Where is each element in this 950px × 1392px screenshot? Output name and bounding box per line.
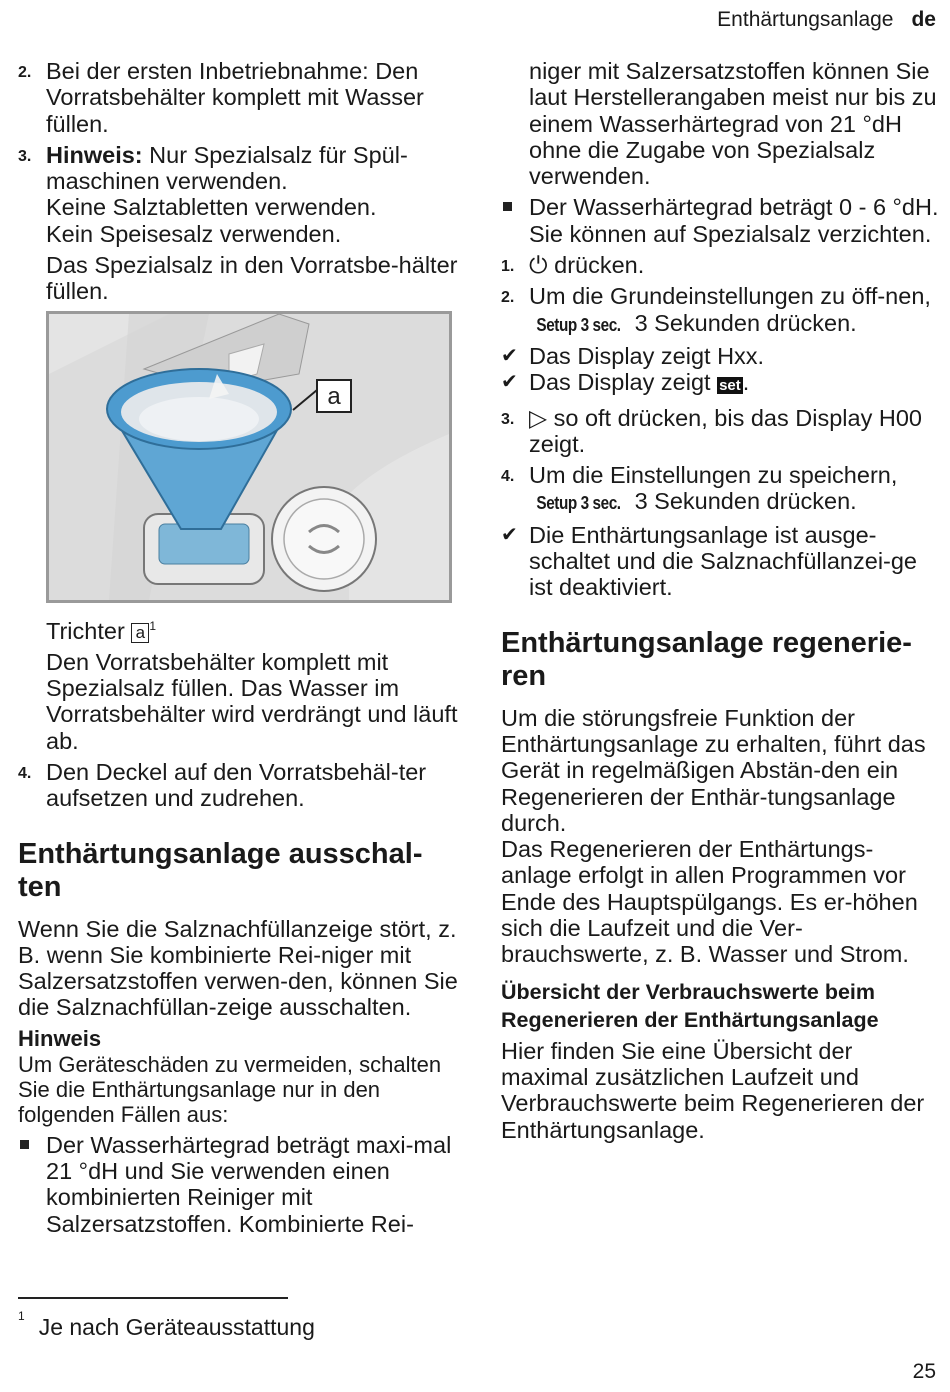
consumption-paragraph: Hier finden Sie eine Übersicht der maximal zusätzlichen Laufzeit und Verbrauchswerte beim Regenerieren der Enthärtungsanlage.	[501, 1037, 925, 1143]
step-number: 3.	[501, 410, 515, 428]
bullet-item-1	[18, 1132, 458, 1237]
bullet-1-continued: niger mit Salzersatzstoffen können Sie laut Herstellerangaben meist nur bis zu einem Wasserhärtegrad von 21 °dH ohne die Zugabe von Spezialsalz verwenden.	[529, 58, 937, 190]
page-number: 25	[912, 1360, 936, 1383]
result-2	[501, 369, 941, 399]
bullet-text: Der Wasserhärtegrad beträgt 0 - 6 °dH. Sie können auf Spezialsalz verzichten.	[529, 194, 939, 247]
step-number: 2.	[501, 289, 515, 307]
check-icon: ✔	[501, 523, 518, 546]
figure-caption	[18, 613, 458, 644]
caption-box-a: a	[131, 623, 149, 643]
check-icon: ✔	[501, 371, 518, 394]
funnel-illustration	[46, 311, 452, 603]
step-1	[501, 252, 941, 278]
section-heading-ausschalten: Enthärtungsanlage ausschal-ten	[18, 837, 423, 903]
footnote-divider	[18, 1297, 288, 1299]
step-text: drücken.	[547, 252, 645, 279]
setup-key-label: Setup 3 sec.	[536, 314, 621, 335]
language-code: de	[911, 8, 936, 31]
result-3	[501, 522, 941, 601]
section-heading-regenerieren: Enthärtungsanlage regenerie-ren	[501, 626, 912, 692]
step-3	[501, 405, 941, 458]
note-heading: Hinweis	[18, 1025, 102, 1051]
step-number: 2.	[18, 64, 32, 81]
result-text-post: .	[742, 369, 750, 396]
footnote-ref: 1	[149, 618, 156, 633]
footnote	[18, 1309, 315, 1341]
left-column	[18, 58, 458, 1242]
power-icon: ⏻	[529, 252, 548, 279]
subheading-consumption: Übersicht der Verbrauchswerte beim Regenerieren der Enthärtungsanlage	[501, 979, 879, 1032]
caption-text: Trichter	[46, 617, 125, 644]
fill-instruction: Das Spezialsalz in den Vorratsbe-hälter füllen.	[46, 252, 458, 305]
step-text-line3: Kein Speisesalz verwenden.	[46, 220, 342, 247]
display-set-symbol: set	[719, 377, 741, 395]
result-1	[501, 343, 941, 369]
funnel-image	[49, 314, 449, 600]
step-2	[501, 283, 941, 338]
result-text: Das Display zeigt Hxx.	[529, 342, 765, 369]
step-4	[18, 759, 458, 812]
setup-key-label: Setup 3 sec.	[536, 493, 621, 514]
result-text: Das Display zeigt	[529, 369, 718, 396]
step-text: Um die Grundeinstellungen zu öff-nen,	[529, 283, 931, 310]
step-text: so oft drücken, bis das Display H00 zeigt.	[529, 404, 922, 457]
regen-paragraph-2: Das Regenerieren der Enthärtungs-anlage erfolgt in allen Programmen vor Ende des Hauptspülgangs. Es er-höhen sich die Laufzeit und die Ver-brauchswerte, z. B. Wasser und Strom.	[501, 836, 918, 968]
bullet-item-2	[501, 194, 941, 247]
right-column	[501, 58, 941, 1148]
footnote-text: Je nach Geräteausstattung	[38, 1314, 315, 1340]
step-text-post: 3 Sekunden drücken.	[628, 309, 857, 336]
step-text-line2: Keine Salztabletten verwenden.	[46, 194, 377, 221]
note-text: Um Geräteschäden zu vermeiden, schalten Sie die Enthärtungsanlage nur in den folgenden Fällen aus:	[18, 1051, 442, 1127]
step-2	[18, 58, 458, 137]
step-text: Bei der ersten Inbetriebnahme: Den Vorratsbehälter komplett mit Wasser füllen.	[46, 58, 424, 137]
bullet-square-icon	[20, 1140, 29, 1149]
regen-paragraph-1: Um die störungsfreie Funktion der Enthärtungsanlage zu erhalten, führt das Gerät in regelmäßigen Abstän-den ein Regenerieren der Enthär-tungsanlage durch.	[501, 704, 926, 836]
check-icon: ✔	[501, 344, 518, 367]
step-text: Nur Spezialsalz für Spül-maschinen verwenden.	[46, 141, 408, 195]
bullet-text: Der Wasserhärtegrad beträgt maxi-mal 21 °dH und Sie verwenden einen kombinierten Reiniger mit Salzersatzstoffen. Kombinierte Rei-	[46, 1131, 452, 1237]
step-text: Um die Einstellungen zu speichern,	[529, 462, 898, 489]
step-number: 1.	[501, 258, 515, 276]
bullet-square-icon	[503, 202, 512, 211]
header-title: Enthärtungsanlage	[717, 8, 894, 31]
step-text: Den Deckel auf den Vorratsbehäl-ter aufsetzen und zudrehen.	[46, 758, 427, 812]
note-label: Hinweis:	[46, 141, 143, 168]
intro-paragraph: Wenn Sie die Salznachfüllanzeige stört, z. B. wenn Sie kombinierte Rei-niger mit Salzersatzstoffen verwen-den, können Sie die Salznachfüllan-zeige ausschalten.	[18, 915, 458, 1021]
step-number: 4.	[18, 764, 32, 782]
forward-arrow-icon: ▷	[529, 404, 548, 431]
step-number: 4.	[501, 468, 515, 486]
figure-label-a: a	[327, 382, 341, 410]
result-text: Die Enthärtungsanlage ist ausge-schaltet und die Salznachfüllanzei-ge ist deaktiviert.	[529, 521, 918, 601]
footnote-number: 1	[18, 1309, 25, 1324]
running-header	[717, 8, 936, 32]
fill-full-instruction: Den Vorratsbehälter komplett mit Spezialsalz füllen. Das Wasser im Vorratsbehälter wird verdrängt und läuft ab.	[46, 648, 458, 754]
step-text-post: 3 Sekunden drücken.	[628, 488, 857, 515]
step-3	[18, 142, 458, 247]
step-4	[501, 462, 941, 517]
step-number: 3.	[18, 147, 32, 165]
